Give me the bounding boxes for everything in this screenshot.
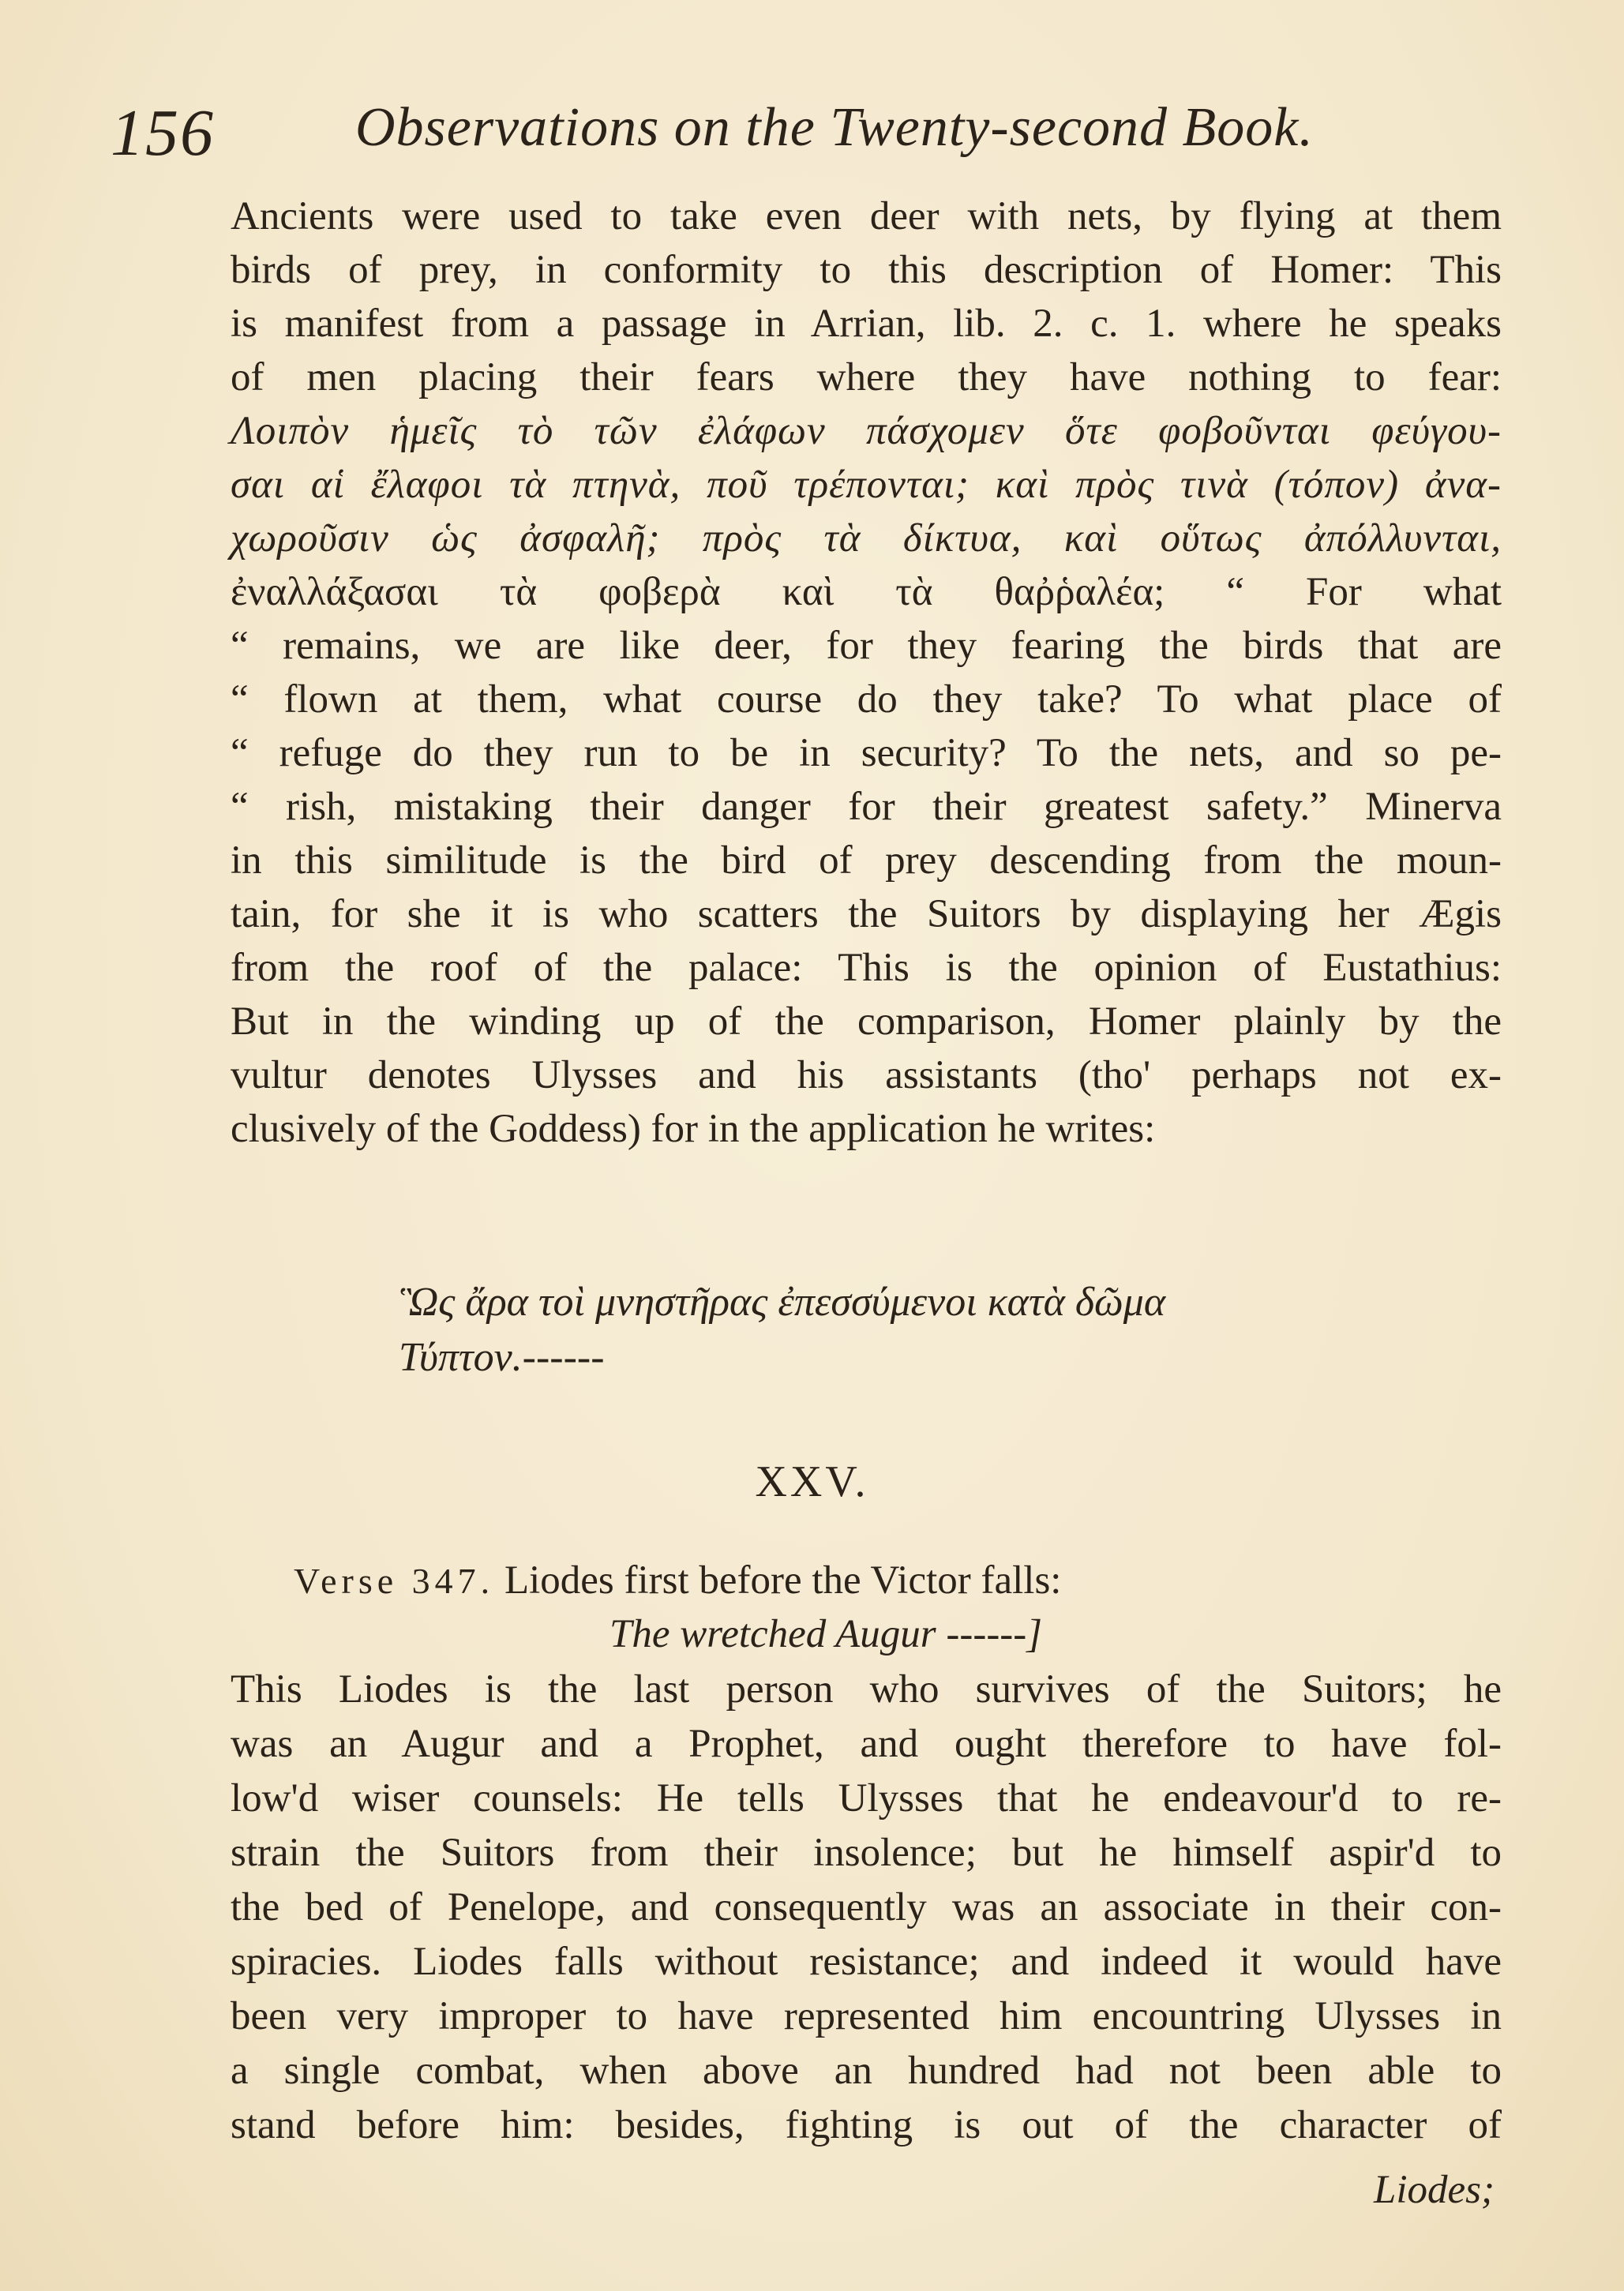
text-line: is manifest from a passage in Arrian, lib. 2. c. 1. where he speaks <box>231 302 1502 346</box>
text-line: the bed of Penelope, and consequently was an associate in their con- <box>231 1885 1502 1929</box>
text-line: spiracies. Liodes falls without resistance; and indeed it would have <box>231 1940 1502 1984</box>
text-line: tain, for she it is who scatters the Suitors by displaying her Ægis <box>231 892 1502 936</box>
text-line: was an Augur and a Prophet, and ought therefore to have fol- <box>231 1722 1502 1766</box>
greek-text-line: χωροῦσιν ὡς ἀσφαλῆ; πρὸς τὰ δίκτυα, καὶ οὕτως ἀπόλλυνται, <box>231 516 1502 561</box>
text-line: a single combat, when above an hundred had not been able to <box>231 2049 1502 2093</box>
text-line: been very improper to have represented him encountring Ulysses in <box>231 1994 1502 2038</box>
catchword: Liodes; <box>1374 2168 1495 2212</box>
paragraph-2 <box>231 1663 1502 2153</box>
text-line: of men placing their fears where they have nothing to fear: <box>231 355 1502 399</box>
paragraph-1 <box>231 189 1502 1156</box>
page-number: 156 <box>111 96 215 170</box>
text-line: low'd wiser counsels: He tells Ulysses that he endeavour'd to re- <box>231 1776 1502 1820</box>
text-line: vultur denotes Ulysses and his assistants (tho' perhaps not ex- <box>231 1053 1502 1097</box>
page-header <box>111 95 1342 182</box>
greek-text-line: Λοιπὸν ἡμεῖς τὸ τῶν ἐλάφων πάσχομεν ὅτε φοβοῦνται φεύγου- <box>231 409 1502 453</box>
greek-quotation <box>399 1275 1393 1385</box>
quote-line: Τύπτον.------ <box>399 1335 605 1380</box>
text-line: ἐναλλάξασαι τὰ φοβερὰ καὶ τὰ θαῤῥαλέα; “ For what <box>231 570 1502 614</box>
verse-line-1 <box>294 1554 1399 1607</box>
quote-line: Ὣς ἄρα τοὶ μνηστῆρας ἐπεσσύμενοι κατὰ δῶμα <box>399 1280 1166 1325</box>
verse-quote: Liodes first before the Victor falls: <box>504 1558 1062 1603</box>
section-heading: XXV. <box>755 1457 869 1506</box>
greek-text-line: σαι αἱ ἔλαφοι τὰ πτηνὰ, ποῦ τρέπονται; καὶ πρὸς τινὰ (τόπον) ἀνα- <box>231 463 1502 507</box>
text-line: “ refuge do they run to be in security? To the nets, and so pe- <box>231 731 1502 775</box>
verse-label: Verse 347. <box>294 1561 495 1601</box>
text-line: This Liodes is the last person who survives of the Suitors; he <box>231 1667 1502 1712</box>
text-line: from the roof of the palace: This is the opinion of Eustathius: <box>231 946 1502 990</box>
text-line: clusively of the Goddess) for in the application he writes: <box>231 1107 1156 1151</box>
text-line: in this similitude is the bird of prey descending from the moun- <box>231 838 1502 883</box>
text-line: “ flown at them, what course do they take? To what place of <box>231 677 1502 722</box>
text-line: birds of prey, in conformity to this description of Homer: This <box>231 248 1502 292</box>
text-line: But in the winding up of the comparison, Homer plainly by the <box>231 999 1502 1044</box>
verse-reference <box>294 1554 1399 1661</box>
text-line: Ancients were used to take even deer with nets, by flying at them <box>231 194 1502 238</box>
text-line: “ rish, mistaking their danger for their greatest safety.” Minerva <box>231 785 1502 829</box>
text-line: strain the Suitors from their insolence; but he himself aspir'd to <box>231 1831 1502 1875</box>
verse-line-2: The wretched Augur ------] <box>609 1612 1043 1656</box>
text-line: stand before him: besides, fighting is out of the character of <box>231 2103 1502 2147</box>
text-line: “ remains, we are like deer, for they fearing the birds that are <box>231 624 1502 668</box>
running-head: Observations on the Twenty-second Book. <box>355 97 1314 158</box>
